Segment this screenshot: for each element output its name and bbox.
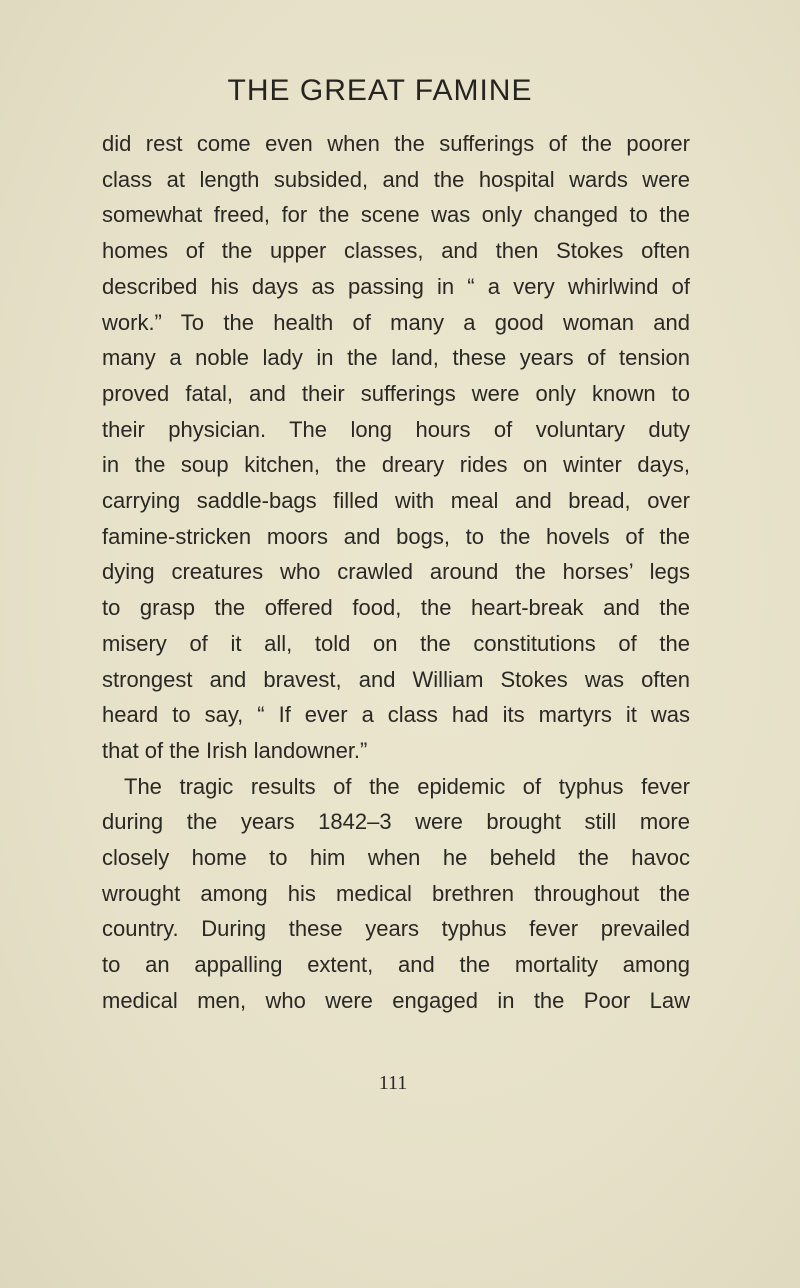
page-number: 111 (378, 1072, 408, 1094)
body-text (102, 126, 690, 1019)
text-line: misery of it all, told on the constitutions of the (102, 630, 690, 656)
text-line: closely home to him when he beheld the havoc (102, 845, 690, 871)
text-line: their physician. The long hours of voluntary duty (102, 416, 690, 442)
text-line: work.” To the health of many a good woman and (102, 309, 690, 335)
text-line: described his days as passing in “ a very whirlwind of (102, 273, 690, 299)
text-line: did rest come even when the sufferings of the poorer (102, 131, 690, 156)
text-line: medical men, who were engaged in the Poor Law (102, 987, 690, 1013)
text-line: homes of the upper classes, and then Stokes often (102, 238, 690, 264)
text-line: somewhat freed, for the scene was only changed to the (102, 202, 690, 228)
text-line: many a noble lady in the land, these years of tension (102, 345, 690, 371)
text-line: to grasp the offered food, the heart-break and the (102, 595, 690, 621)
text-line: The tragic results of the epidemic of typhus fever (124, 773, 690, 799)
paragraph-1 (102, 126, 690, 769)
text-line: proved fatal, and their sufferings were only known to (102, 380, 690, 406)
text-line: wrought among his medical brethren throughout the (102, 880, 690, 906)
text-line: heard to say, “ If ever a class had its martyrs it was (102, 702, 690, 728)
text-line: country. During these years typhus fever prevailed (102, 916, 690, 942)
running-head: THE GREAT FAMINE (227, 74, 533, 107)
text-line: dying creatures who crawled around the horses’ legs (102, 559, 690, 585)
text-line: strongest and bravest, and William Stokes was often (102, 666, 690, 692)
text-line: to an appalling extent, and the mortality among (102, 952, 690, 978)
text-line: class at length subsided, and the hospital wards were (102, 166, 690, 192)
text-line: in the soup kitchen, the dreary rides on winter days, (102, 452, 690, 478)
paragraph-2 (102, 769, 690, 1019)
text-line: famine-stricken moors and bogs, to the hovels of the (102, 523, 690, 549)
text-line: during the years 1842–3 were brought still more (102, 809, 690, 835)
text-line: that of the Irish landowner.” (102, 737, 368, 763)
text-line: carrying saddle-bags filled with meal and bread, over (102, 488, 690, 514)
